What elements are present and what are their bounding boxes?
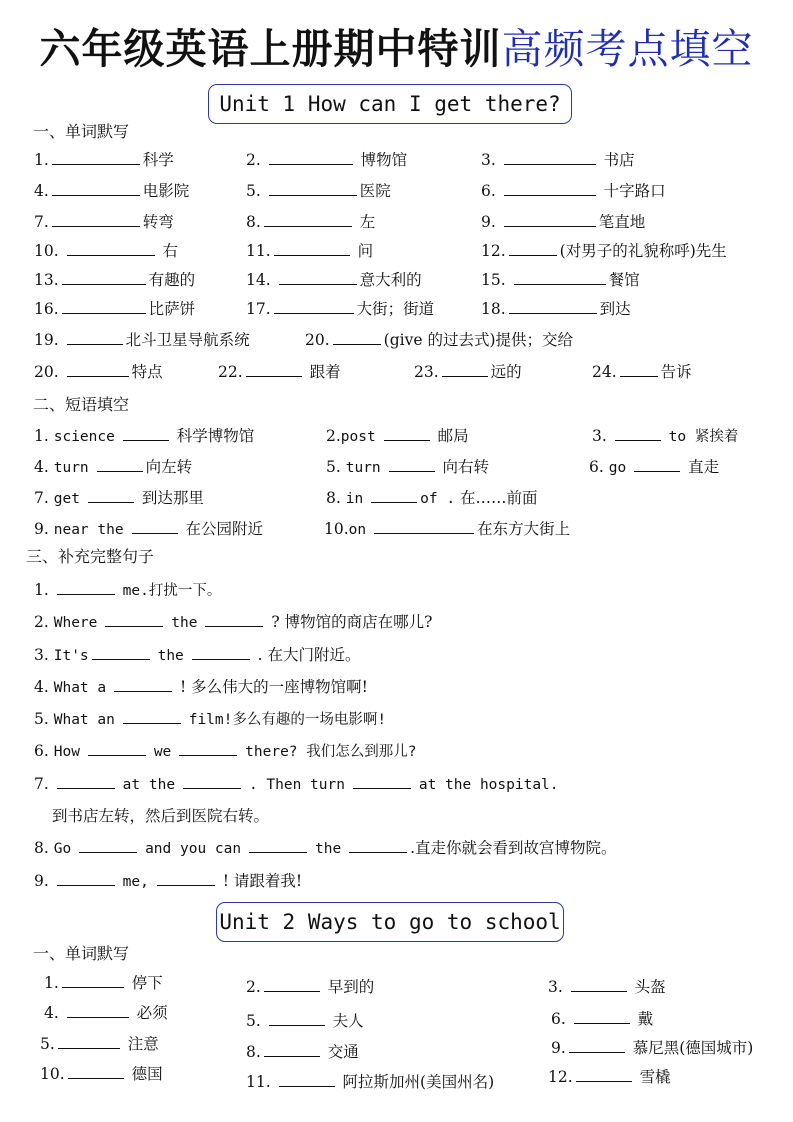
list-item: 8. in of . 在……前面 [326, 489, 538, 507]
list-item: 6. 十字路口 [481, 182, 666, 200]
list-item: 1. 科学 [34, 151, 174, 169]
page-title [0, 22, 793, 76]
list-item: 4. 必须 [44, 1004, 168, 1022]
unit2-sec1-title: 一、单词默写 [33, 944, 130, 963]
sentence-6: 6. How we there? 我们怎么到那儿? [34, 742, 417, 760]
list-item: 9. near the 在公园附近 [34, 520, 263, 538]
list-item: 2.post 邮局 [326, 427, 469, 445]
sentence-2: 2. Where the ? 博物馆的商店在哪儿? [34, 613, 433, 631]
list-item: 5. turn 向右转 [326, 458, 490, 476]
sentence-1: 1. me.打扰一下。 [34, 581, 222, 599]
list-item: 5. 注意 [40, 1035, 159, 1053]
list-item: 15. 餐馆 [481, 271, 640, 289]
sentence-4: 4. What a ! 多么伟大的一座博物馆啊! [34, 678, 368, 696]
list-item: 12. 雪橇 [548, 1068, 671, 1086]
sentence-8: 8. Go and you can the .直走你就会看到故宫博物院。 [34, 839, 617, 857]
list-item: 9. 慕尼黑(德国城市) [551, 1039, 754, 1057]
unit2-heading: Unit 2 Ways to go to school [216, 902, 564, 942]
list-item: 4. 电影院 [34, 182, 190, 200]
list-item: 7. 转弯 [34, 213, 174, 231]
list-item: 20. 特点 [34, 363, 163, 381]
list-item: 17. 大街；街道 [246, 300, 435, 318]
list-item: 6. 戴 [551, 1010, 654, 1028]
list-item: 22. 跟着 [218, 363, 341, 381]
list-item: 13. 有趣的 [34, 271, 196, 289]
list-item: 9. 笔直地 [481, 213, 646, 231]
list-item: 11. 阿拉斯加州(美国州名) [246, 1073, 495, 1091]
list-item: 2. 博物馆 [246, 151, 408, 169]
unit1-sec1-title: 一、单词默写 [33, 122, 130, 141]
list-item: 23. 远的 [414, 363, 522, 381]
list-item: 19. 北斗卫星导航系统 [34, 331, 250, 349]
unit1-heading: Unit 1 How can I get there? [208, 84, 572, 124]
list-item: 10. 右 [34, 242, 179, 260]
list-item: 24. 告诉 [592, 363, 692, 381]
list-item: 5. 医院 [246, 182, 391, 200]
list-item: 3. 头盔 [548, 978, 666, 996]
list-item: 4. turn 向左转 [34, 458, 193, 476]
sentence-7: 7. at the . Then turn at the hospital. [34, 775, 559, 793]
list-item: 5. 夫人 [246, 1012, 364, 1030]
sentence-3: 3. It's the . 在大门附近。 [34, 646, 361, 664]
list-item: 6. go 直走 [589, 458, 720, 476]
list-item: 1. 停下 [44, 974, 163, 992]
list-item: 8. 左 [246, 213, 376, 231]
sentence-5: 5. What an film!多么有趣的一场电影啊! [34, 710, 387, 728]
list-item: 12. (对男子的礼貌称呼)先生 [481, 242, 727, 260]
list-item: 10. 德国 [40, 1065, 163, 1083]
list-item: 10.on 在东方大街上 [324, 520, 571, 538]
unit1-sec2-title: 二、短语填空 [33, 395, 130, 414]
unit1-sec3-title: 三、补充完整句子 [26, 547, 155, 566]
list-item: 11. 问 [246, 242, 374, 260]
list-item: 8. 交通 [246, 1043, 359, 1061]
title-part1: 六年级英语上册期中特训 [39, 25, 502, 73]
list-item: 1. science 科学博物馆 [34, 427, 255, 445]
list-item: 18. 到达 [481, 300, 631, 318]
list-item: 3. to 紧挨着 [592, 427, 739, 445]
list-item: 2. 早到的 [246, 978, 375, 996]
sentence-7-translation: 到书店左转，然后到医院右转。 [52, 807, 270, 825]
list-item: 16. 比萨饼 [34, 300, 196, 318]
list-item: 14. 意大利的 [246, 271, 422, 289]
list-item: 20. (give 的过去式)提供；交给 [305, 331, 573, 349]
title-part2: 高频考点填空 [501, 25, 754, 73]
list-item: 3. 书店 [481, 151, 635, 169]
list-item: 7. get 到达那里 [34, 489, 204, 507]
sentence-9: 9. me, ! 请跟着我! [34, 872, 303, 890]
